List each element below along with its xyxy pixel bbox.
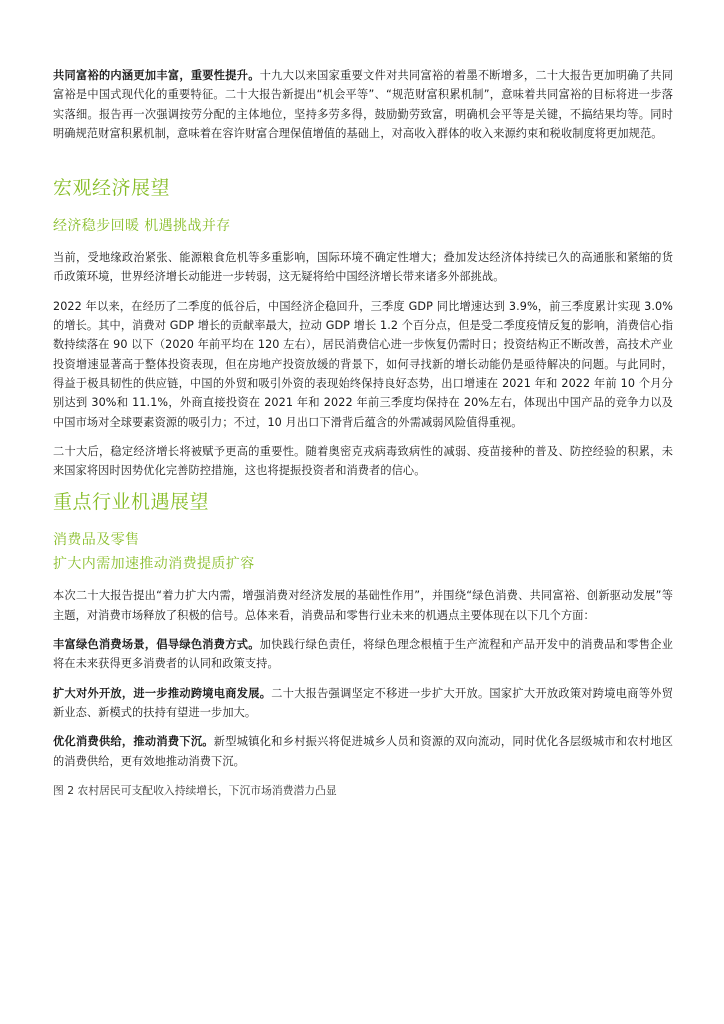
intro-lead: 共同富裕的内涵更加丰富，重要性提升。 — [53, 69, 260, 82]
industry-item-lead: 优化消费供给，推动消费下沉。 — [53, 735, 214, 749]
section-title-macro: 宏观经济展望 — [53, 177, 171, 200]
figure-caption: 图 2 农村居民可支配收入持续增长，下沉市场消费潜力凸显 — [53, 783, 337, 797]
industry-paragraph-1: 本次二十大报告提出“着力扩大内需，增强消费对经济发展的基础性作用”，并围绕“绿色消费、共同富裕、创新驱动发展”等主题，对消费市场释放了积极的信号。总体来看，消费品和零售行业未来的机遇点主要体现在以下几个方面： — [53, 589, 673, 622]
macro-paragraph-3: 二十大后，稳定经济增长将被赋予更高的重要性。随着奥密克戎病毒致病性的减弱、疫苗接种的普及、防控经验的积累，未来国家将因时因势优化完善防控措施，这也将提振投资者和消费者的信心。 — [53, 444, 673, 478]
macro-paragraph-2: 2022 年以来，在经历了二季度的低谷后，中国经济企稳回升，三季度 GDP 同比增速达到 3.9%，前三季度累计实现 3.0%的增长。其中，消费对 GDP 增长的贡献率最大，拉动 GDP 增长 1.2 个百分点，但是受二季度疫情反复的影响，消费信心指数持续落在 90 以下（2020 年前平均在 120 左右），居民消费信心进一步恢复仍需时日；投资结构正不断改善，高技术产业投资增速显著高于整体投资表现，但在房地产投资放缓的背景下，如何寻找新的增长动能仍是亟待解决的问题。与此同时，得益于极具韧性的供应链，中国的外贸和吸引外资的表现始终保持良好态势，出口增速在 2021 年和 2022 年前 10 个月分别达到 30%和 11.1%，外商直接投资在 2021 年和 2022 年前三季度均保持在 20%左右，体现出中国产品的竞争力以及中国市场对全球要素资源的吸引力；不过，10 月出口下滑背后蕴含的外需减弱风险值得重视。 — [53, 299, 673, 429]
intro-text: 十九大以来国家重要文件对共同富裕的着墨不断增多，二十大报告更加明确了共同富裕是中国式现代化的重要特征。二十大报告新提出“机会平等”、“规范财富积累机制”，意味着共同富裕的目标将进一步落实落细。报告再一次强调按劳分配的主体地位，坚持多劳多得，鼓励勤劳致富，明确机会平等是关键，不搞结果均等。同时明确规范财富积累机制，意味着在容许财富合理保值增值的基础上，对高收入群体的收入来源约束和税收制度将更加规范。 — [53, 69, 673, 140]
industry-item-text: 加快践行绿色责任，将绿色理念根植于生产流程和产品开发中的消费品和零售企业将在未来获得更多消费者的认同和政策支持。 — [53, 638, 673, 671]
industry-item-text: 新型城镇化和乡村振兴将促进城乡人员和资源的双向流动，同时优化各层级城市和农村地区的消费供给，更有效地推动消费下沉。 — [53, 735, 673, 768]
section-title-industry: 重点行业机遇展望 — [53, 491, 210, 514]
industry-item-opening — [53, 684, 673, 723]
page-content — [53, 66, 673, 799]
industry-item-supply — [53, 732, 673, 771]
macro-paragraph-1: 当前，受地缘政治紧张、能源粮食危机等多重影响，国际环境不确定性增大；叠加发达经济体持续已久的高通胀和紧缩的货币政策环境，世界经济增长动能进一步转弱，这无疑将给中国经济增长带来诸多外部挑战。 — [53, 251, 673, 284]
intro-paragraph — [53, 66, 673, 143]
industry-item-text: 二十大报告强调坚定不移进一步扩大开放。国家扩大开放政策对跨境电商等外贸新业态、新模式的扶持有望进一步加大。 — [53, 686, 673, 719]
subtitle-domestic-demand: 扩大内需加速推动消费提质扩容 — [53, 556, 255, 573]
industry-item-green — [53, 635, 673, 674]
subtitle-macro: 经济稳步回暖 机遇挑战并存 — [53, 218, 231, 235]
industry-item-lead: 丰富绿色消费场景，倡导绿色消费方式。 — [53, 638, 260, 652]
industry-item-lead: 扩大对外开放，进一步推动跨境电商发展。 — [53, 686, 272, 700]
subtitle-consumer: 消费品及零售 — [53, 532, 140, 549]
